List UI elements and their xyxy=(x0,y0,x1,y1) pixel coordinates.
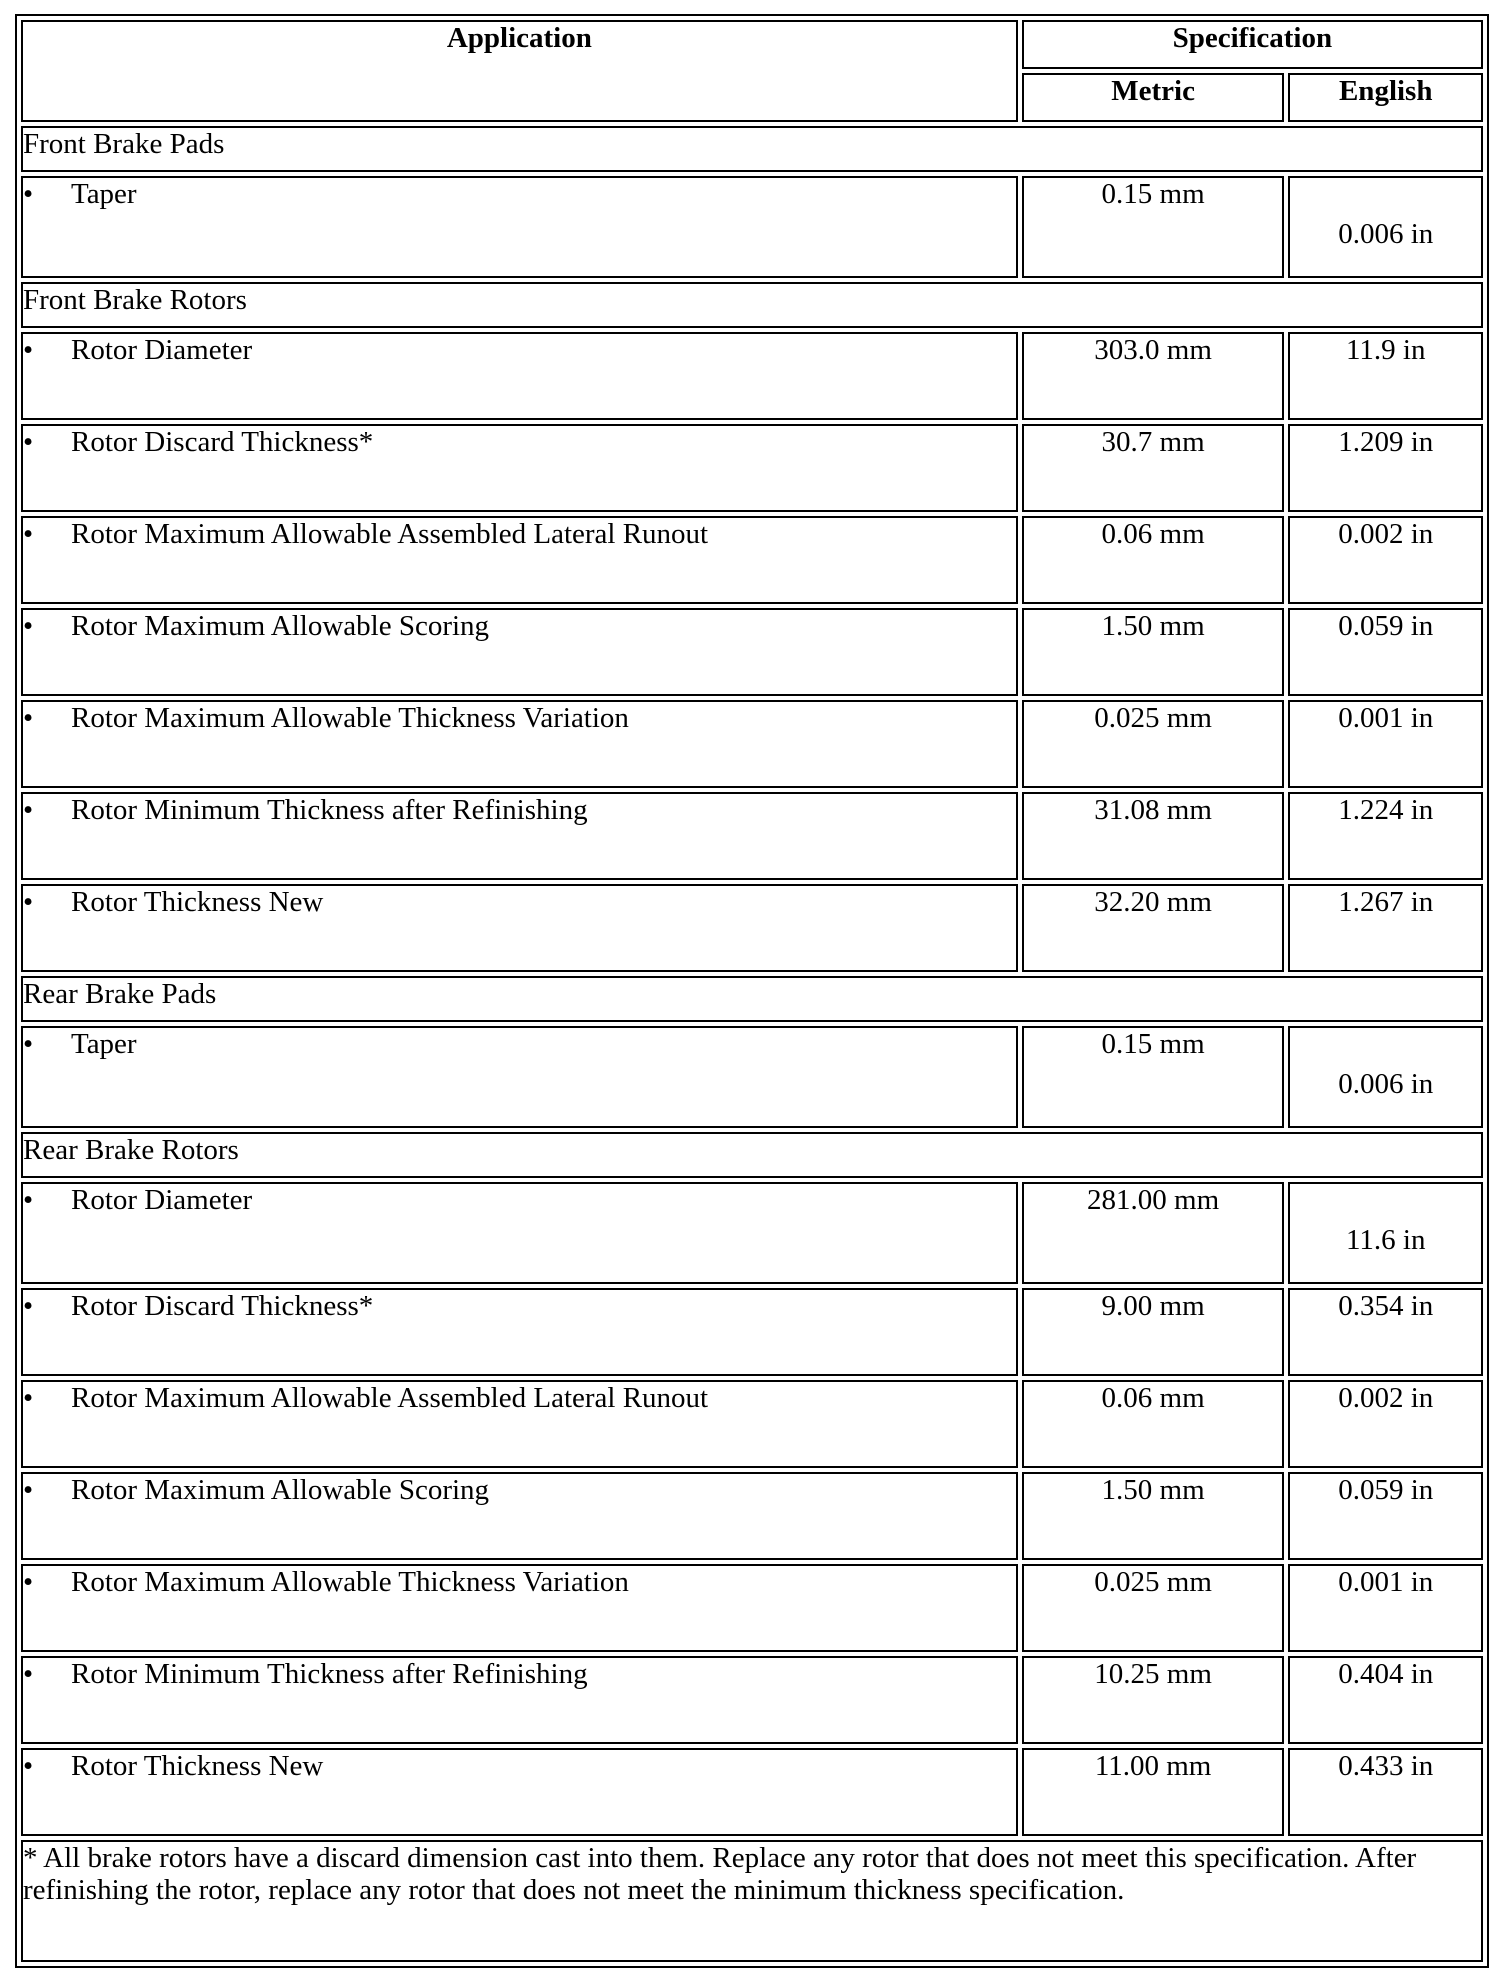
english-header: English xyxy=(1288,73,1483,122)
item-label: Rotor Thickness New xyxy=(71,886,324,918)
specification-header: Specification xyxy=(1022,20,1483,69)
item-label: Rotor Discard Thickness* xyxy=(71,426,374,458)
bullet-icon: • xyxy=(23,886,34,918)
table-row xyxy=(21,332,1483,420)
header-row xyxy=(21,20,1483,69)
application-header: Application xyxy=(21,20,1018,122)
item-label: Rotor Maximum Allowable Assembled Lateral Runout xyxy=(71,1382,709,1414)
metric-value: 0.025 mm xyxy=(1022,700,1285,788)
english-value: 0.354 in xyxy=(1288,1288,1483,1376)
metric-header: Metric xyxy=(1022,73,1285,122)
bullet-icon: • xyxy=(23,518,34,550)
item-label: Taper xyxy=(71,1028,137,1060)
metric-value: 32.20 mm xyxy=(1022,884,1285,972)
item-label: Rotor Maximum Allowable Scoring xyxy=(71,610,490,642)
metric-value: 0.025 mm xyxy=(1022,1564,1285,1652)
metric-value: 1.50 mm xyxy=(1022,608,1285,696)
bullet-icon: • xyxy=(23,1028,34,1060)
footnote: * All brake rotors have a discard dimension cast into them. Replace any rotor that does not meet this specification. After refinishing the rotor, replace any rotor that does not meet the minimum thickness specification. xyxy=(21,1840,1483,1962)
table-row xyxy=(21,608,1483,696)
application-cell xyxy=(21,332,1018,420)
bullet-icon: • xyxy=(23,1566,34,1598)
application-cell xyxy=(21,700,1018,788)
english-value: 11.9 in xyxy=(1288,332,1483,420)
application-cell xyxy=(21,1656,1018,1744)
application-cell xyxy=(21,1748,1018,1836)
table-body xyxy=(21,20,1483,1962)
table-row xyxy=(21,1564,1483,1652)
table-row xyxy=(21,700,1483,788)
bullet-icon: • xyxy=(23,1658,34,1690)
item-label: Rotor Minimum Thickness after Refinishing xyxy=(71,794,588,826)
metric-value: 0.06 mm xyxy=(1022,1380,1285,1468)
metric-value: 281.00 mm xyxy=(1022,1182,1285,1284)
application-cell xyxy=(21,1026,1018,1128)
bullet-icon: • xyxy=(23,178,34,210)
application-cell xyxy=(21,516,1018,604)
section-row xyxy=(21,282,1483,328)
item-label: Rotor Diameter xyxy=(71,1184,253,1216)
section-row xyxy=(21,976,1483,1022)
item-label: Rotor Minimum Thickness after Refinishing xyxy=(71,1658,588,1690)
item-label: Rotor Diameter xyxy=(71,334,253,366)
english-value: 1.209 in xyxy=(1288,424,1483,512)
metric-value: 30.7 mm xyxy=(1022,424,1285,512)
metric-value: 303.0 mm xyxy=(1022,332,1285,420)
table-row xyxy=(21,1472,1483,1560)
metric-value: 11.00 mm xyxy=(1022,1748,1285,1836)
bullet-icon: • xyxy=(23,1290,34,1322)
section-title: Front Brake Rotors xyxy=(21,282,1483,328)
metric-value: 9.00 mm xyxy=(1022,1288,1285,1376)
bullet-icon: • xyxy=(23,334,34,366)
english-value: 1.267 in xyxy=(1288,884,1483,972)
bullet-icon: • xyxy=(23,1184,34,1216)
table-row xyxy=(21,1182,1483,1284)
section-row xyxy=(21,1132,1483,1178)
english-value: 1.224 in xyxy=(1288,792,1483,880)
english-value: 0.002 in xyxy=(1288,516,1483,604)
english-value: 0.006 in xyxy=(1288,176,1483,278)
metric-value: 10.25 mm xyxy=(1022,1656,1285,1744)
section-row xyxy=(21,126,1483,172)
english-value: 0.059 in xyxy=(1288,608,1483,696)
metric-value: 31.08 mm xyxy=(1022,792,1285,880)
application-cell xyxy=(21,176,1018,278)
application-cell xyxy=(21,608,1018,696)
bullet-icon: • xyxy=(23,794,34,826)
item-label: Rotor Maximum Allowable Thickness Variation xyxy=(71,1566,629,1598)
item-label: Rotor Maximum Allowable Thickness Variation xyxy=(71,702,629,734)
table-row xyxy=(21,516,1483,604)
bullet-icon: • xyxy=(23,1382,34,1414)
application-cell xyxy=(21,884,1018,972)
application-cell xyxy=(21,792,1018,880)
table-row xyxy=(21,424,1483,512)
application-cell xyxy=(21,1564,1018,1652)
table-row xyxy=(21,1380,1483,1468)
item-label: Taper xyxy=(71,178,137,210)
table-row xyxy=(21,1026,1483,1128)
bullet-icon: • xyxy=(23,426,34,458)
metric-value: 0.15 mm xyxy=(1022,1026,1285,1128)
item-label: Rotor Maximum Allowable Assembled Lateral Runout xyxy=(71,518,709,550)
item-label: Rotor Discard Thickness* xyxy=(71,1290,374,1322)
metric-value: 1.50 mm xyxy=(1022,1472,1285,1560)
brake-specifications-table xyxy=(15,14,1489,1968)
bullet-icon: • xyxy=(23,702,34,734)
section-title: Rear Brake Rotors xyxy=(21,1132,1483,1178)
application-cell xyxy=(21,1380,1018,1468)
bullet-icon: • xyxy=(23,1750,34,1782)
footnote-row xyxy=(21,1840,1483,1962)
bullet-icon: • xyxy=(23,1474,34,1506)
metric-value: 0.06 mm xyxy=(1022,516,1285,604)
table-row xyxy=(21,792,1483,880)
english-value: 0.006 in xyxy=(1288,1026,1483,1128)
section-title: Front Brake Pads xyxy=(21,126,1483,172)
table-row xyxy=(21,1656,1483,1744)
application-cell xyxy=(21,1288,1018,1376)
table-row xyxy=(21,1288,1483,1376)
application-cell xyxy=(21,424,1018,512)
item-label: Rotor Maximum Allowable Scoring xyxy=(71,1474,490,1506)
english-value: 0.001 in xyxy=(1288,700,1483,788)
english-value: 0.001 in xyxy=(1288,1564,1483,1652)
english-value: 0.059 in xyxy=(1288,1472,1483,1560)
section-title: Rear Brake Pads xyxy=(21,976,1483,1022)
english-value: 0.404 in xyxy=(1288,1656,1483,1744)
english-value: 11.6 in xyxy=(1288,1182,1483,1284)
application-cell xyxy=(21,1182,1018,1284)
table-row xyxy=(21,884,1483,972)
application-cell xyxy=(21,1472,1018,1560)
item-label: Rotor Thickness New xyxy=(71,1750,324,1782)
metric-value: 0.15 mm xyxy=(1022,176,1285,278)
english-value: 0.002 in xyxy=(1288,1380,1483,1468)
table-row xyxy=(21,176,1483,278)
english-value: 0.433 in xyxy=(1288,1748,1483,1836)
bullet-icon: • xyxy=(23,610,34,642)
table-row xyxy=(21,1748,1483,1836)
